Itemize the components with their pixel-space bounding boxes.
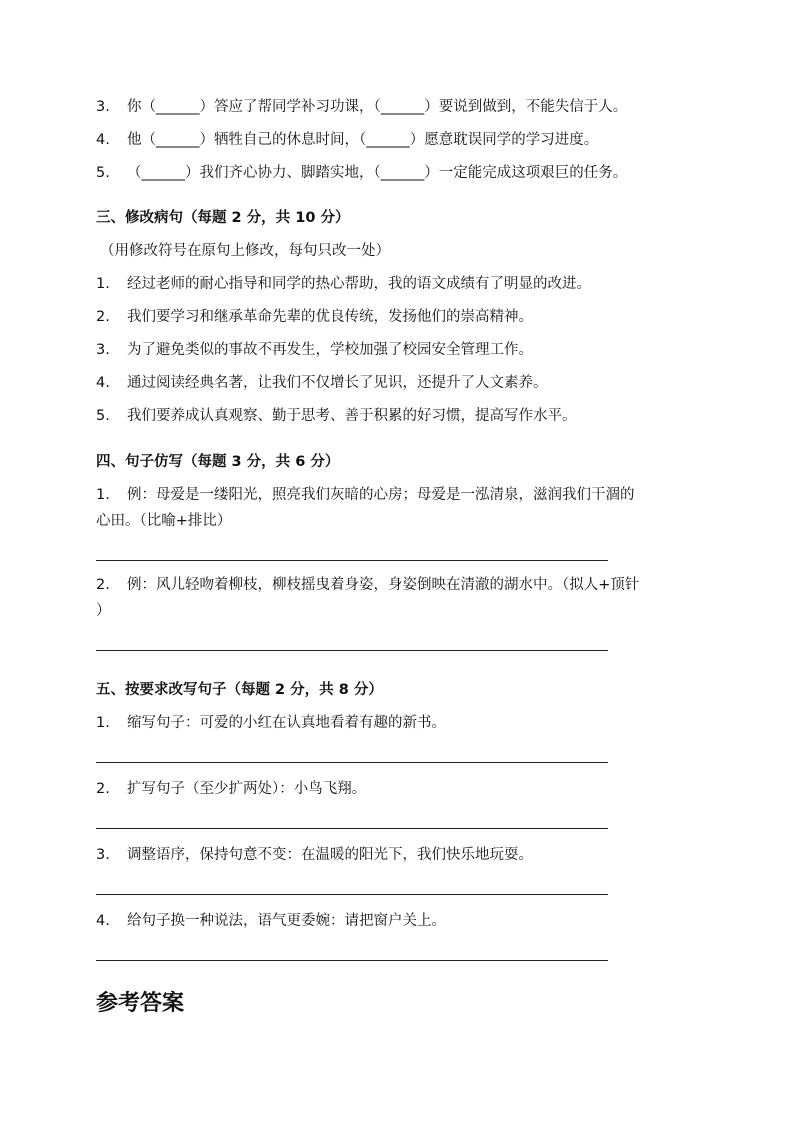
item-text: 为了避免类似的事故不再发生，学校加强了校园安全管理工作。 [127,342,533,358]
item-number: 4. [96,913,110,929]
item-text: 他（______）牺牲自己的休息时间，（______）愿意耽误同学的学习进度。 [127,132,599,148]
correction-item-3 [96,340,533,360]
item-text: （______）我们齐心协力、脚踏实地，（______）一定能完成这项艰巨的任务。 [127,165,628,181]
item-number: 4. [96,132,110,148]
section5-heading: 五、按要求改写句子（每题 2 分，共 8 分） [96,682,383,698]
item-text: 通过阅读经典名著，让我们不仅增长了见识，还提升了人文素养。 [127,375,548,391]
item-text: 经过老师的耐心指导和同学的热心帮助，我的语文成绩有了明显的改进。 [127,276,591,292]
correction-item-1 [96,274,591,294]
answer-line [96,960,608,961]
item-text: 例：风儿轻吻着柳枝，柳枝摇曳着身姿，身姿倒映在清澈的湖水中。（拟人+顶针 [127,577,640,593]
item-number: 5. [96,408,110,424]
item-text: 缩写句子：可爱的小红在认真地看着有趣的新书。 [127,715,446,731]
rewrite-item-4 [96,911,446,931]
rewrite-item-2 [96,779,366,799]
answer-line [96,828,608,829]
item-text: 给句子换一种说法，语气更委婉：请把窗户关上。 [127,913,446,929]
fill-item-5 [96,163,627,183]
item-number: 3. [96,342,110,358]
item-number: 5. [96,165,110,181]
imitation-item-1 [96,485,635,505]
item-number: 3. [96,847,110,863]
correction-item-2 [96,307,533,327]
item-number: 2. [96,309,110,325]
item-number: 4. [96,375,110,391]
fill-item-3 [96,97,627,117]
item-number: 1. [96,276,110,292]
answer-line [96,650,608,651]
item-text: 调整语序，保持句意不变：在温暖的阳光下，我们快乐地玩耍。 [127,847,533,863]
item-text: 例：母爱是一缕阳光，照亮我们灰暗的心房；母爱是一泓清泉，滋润我们干涸的 [127,487,635,503]
item-number: 3. [96,99,110,115]
item-number: 1. [96,487,110,503]
section3-heading: 三、修改病句（每题 2 分，共 10 分） [96,210,350,226]
item-text: 我们要学习和继承革命先辈的优良传统，发扬他们的崇高精神。 [127,309,533,325]
answer-line [96,560,608,561]
correction-item-4 [96,373,548,393]
rewrite-item-1 [96,713,446,733]
item-number: 1. [96,715,110,731]
section3-note: （用修改符号在原句上修改，每句只改一处） [100,243,390,259]
item-text: 扩写句子（至少扩两处）：小鸟飞翔。 [127,781,367,797]
item-text: 我们要养成认真观察、勤于思考、善于积累的好习惯，提高写作水平。 [127,408,577,424]
answer-line [96,762,608,763]
answers-title: 参考答案 [96,990,185,1016]
imitation-item-2-continued: ） [96,603,111,619]
item-number: 2. [96,781,110,797]
imitation-item-2 [96,575,639,595]
correction-item-5 [96,406,577,426]
answer-line [96,894,608,895]
fill-item-4 [96,130,598,150]
item-number: 2. [96,577,110,593]
imitation-item-1-continued: 心田。（比喻+排比） [96,513,232,529]
section4-heading: 四、句子仿写（每题 3 分，共 6 分） [96,454,340,470]
rewrite-item-3 [96,845,533,865]
item-text: 你（______）答应了帮同学补习功课，（______）要说到做到，不能失信于人。 [127,99,628,115]
